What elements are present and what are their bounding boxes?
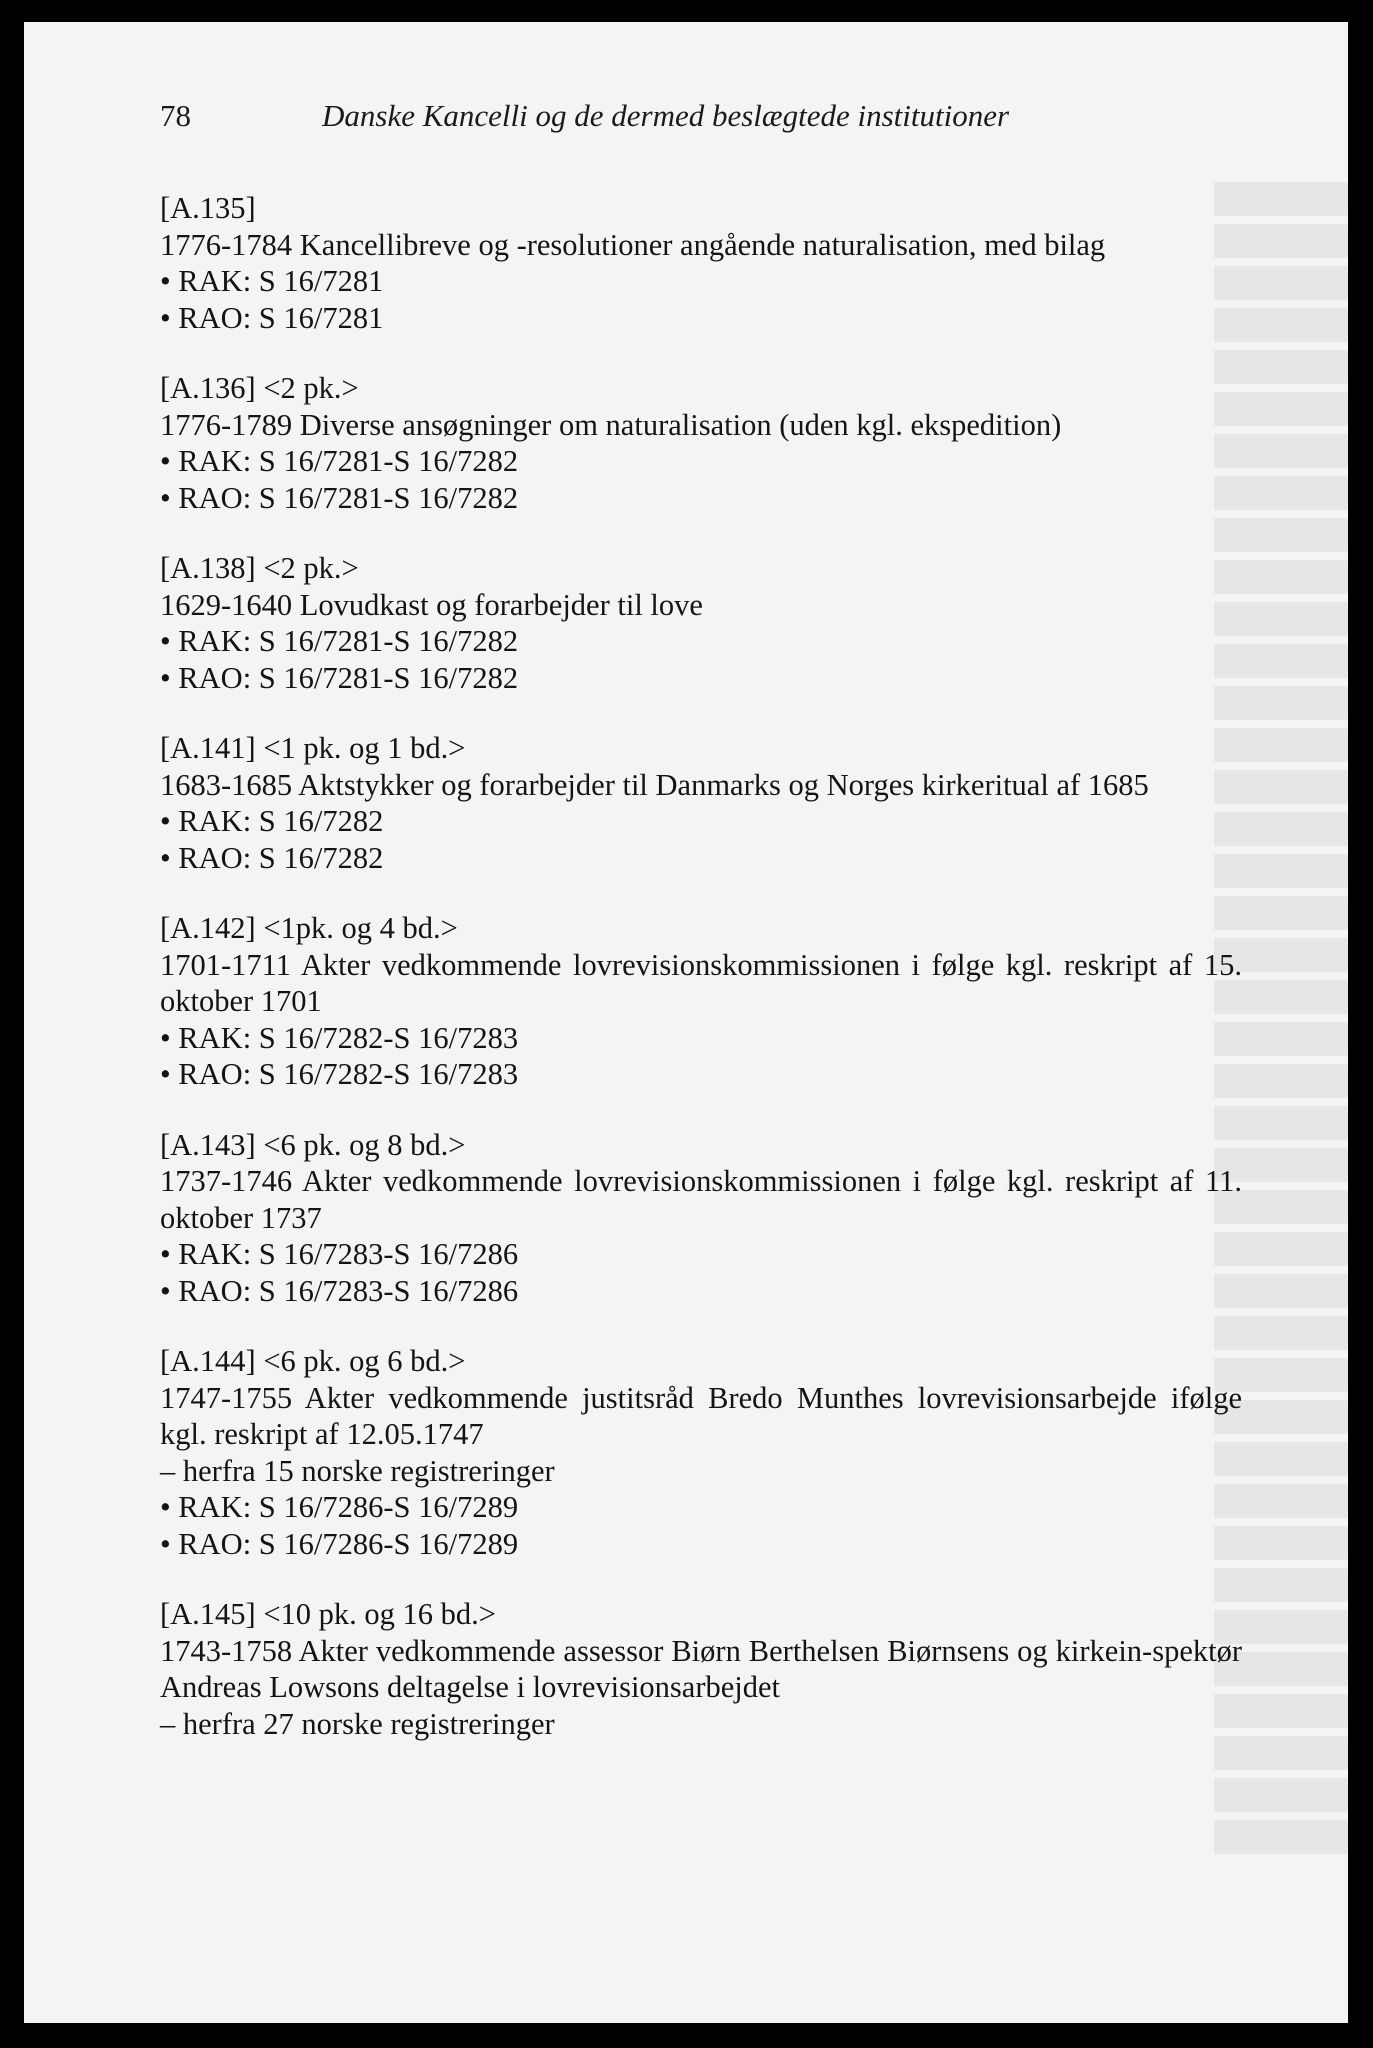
entry-reference: [A.136] <2 pk.>	[160, 371, 359, 405]
entry-line: • RAO: S 16/7281-S 16/7282	[160, 660, 519, 695]
entry-line: – herfra 15 norske registreringer	[160, 1453, 555, 1488]
archive-entry	[160, 730, 1242, 876]
entry-reference: [A.145] <10 pk. og 16 bd.>	[160, 1597, 496, 1631]
entry-description: 1701-1711 Akter vedkommende lovrevisionskommissionen i følge kgl. reskript af 15. oktober 1701	[160, 947, 1242, 1018]
archive-entry	[160, 550, 1242, 696]
archive-entry	[160, 1596, 1242, 1742]
entry-line: • RAO: S 16/7281-S 16/7282	[160, 480, 519, 515]
archive-entry	[160, 190, 1242, 336]
running-title: Danske Kancelli og de dermed beslægtede institutioner	[322, 98, 1010, 133]
entry-reference: [A.138] <2 pk.>	[160, 551, 359, 585]
entry-line: • RAK: S 16/7286-S 16/7289	[160, 1490, 519, 1524]
entry-reference: [A.143] <6 pk. og 8 bd.>	[160, 1127, 466, 1162]
entry-reference: [A.141] <1 pk. og 1 bd.>	[160, 731, 466, 765]
entry-line: • RAO: S 16/7286-S 16/7289	[160, 1526, 519, 1561]
entry-line: • RAO: S 16/7281	[160, 300, 384, 335]
entry-reference: [A.135]	[160, 191, 256, 225]
entry-line: • RAK: S 16/7282-S 16/7283	[160, 1020, 519, 1055]
entry-description: 1743-1758 Akter vedkommende assessor Biørn Berthelsen Biørnsens og kirkein-spektør Andreas Lowsons deltagelse i lovrevisionsarbejdet	[160, 1633, 1242, 1704]
entry-reference: [A.142] <1pk. og 4 bd.>	[160, 911, 458, 945]
entry-description: 1776-1789 Diverse ansøgninger om naturalisation (uden kgl. ekspedition)	[160, 407, 1062, 442]
entry-line: – herfra 27 norske registreringer	[160, 1706, 555, 1741]
entry-description: 1683-1685 Aktstykker og forarbejder til Danmarks og Norges kirkeritual af 1685	[160, 767, 1149, 802]
entry-reference: [A.144] <6 pk. og 6 bd.>	[160, 1344, 466, 1378]
entry-description: 1747-1755 Akter vedkommende justitsråd Bredo Munthes lovrevisionsarbejde ifølge kgl. reskript af 12.05.1747	[160, 1380, 1242, 1451]
entry-line: • RAK: S 16/7281-S 16/7282	[160, 444, 519, 478]
archive-entry	[160, 1343, 1242, 1562]
entry-line: • RAK: S 16/7282	[160, 804, 384, 838]
archive-entry	[160, 370, 1242, 516]
entry-description: 1629-1640 Lovudkast og forarbejder til love	[160, 587, 703, 622]
archive-entry	[160, 910, 1242, 1093]
archive-entry	[160, 1127, 1242, 1310]
entry-line: • RAK: S 16/7283-S 16/7286	[160, 1237, 519, 1271]
page-number: 78	[160, 98, 191, 133]
entry-line: • RAO: S 16/7283-S 16/7286	[160, 1273, 519, 1308]
entry-line: • RAK: S 16/7281-S 16/7282	[160, 624, 519, 658]
entries-list	[160, 190, 1242, 1776]
page-header	[160, 98, 1250, 142]
entry-line: • RAO: S 16/7282-S 16/7283	[160, 1057, 519, 1091]
entry-description: 1776-1784 Kancellibreve og -resolutioner angående naturalisation, med bilag	[160, 227, 1106, 262]
entry-description: 1737-1746 Akter vedkommende lovrevisionskommissionen i følge kgl. reskript af 11. oktober 1737	[160, 1164, 1242, 1235]
entry-line: • RAK: S 16/7281	[160, 264, 384, 298]
entry-line: • RAO: S 16/7282	[160, 840, 384, 875]
